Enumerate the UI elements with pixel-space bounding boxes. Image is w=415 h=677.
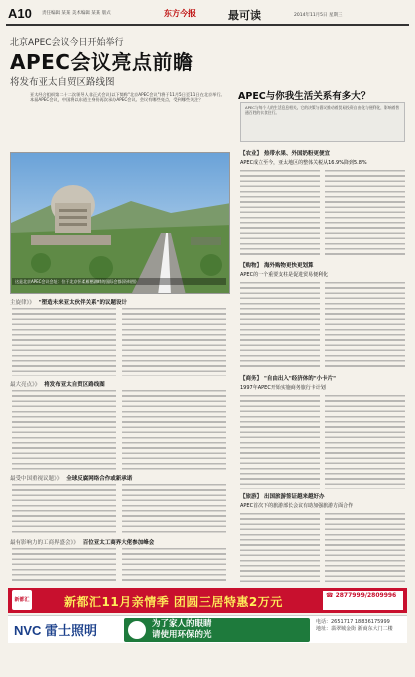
item-subtitle: APEC首次下的旅游部长会议有助加强旅游方面合作 [240, 503, 354, 509]
item-title: "自由出入"经济体的"小卡片" [264, 376, 336, 382]
article-body [12, 484, 116, 534]
article-body [12, 390, 116, 470]
section-heading [10, 380, 105, 388]
article-body [122, 548, 226, 584]
section-heading [10, 298, 127, 306]
ad-address: 地址：翡翠城金街 浙商东大门二楼 [316, 626, 393, 632]
ad-phone-number: 2877999/2809996 [335, 592, 397, 599]
item-heading [240, 375, 405, 383]
store-logo: 新都汇 [12, 590, 32, 610]
item-heading [240, 262, 405, 270]
item-body [240, 513, 320, 583]
page-number: A10 [8, 6, 32, 21]
item-heading [240, 493, 405, 501]
ad-headline: 新都汇11月亲情季 团圆三居特惠2万元 [64, 595, 283, 609]
section-tag: 最有影响力的工商界盛会》》 [10, 540, 79, 546]
item-body [325, 513, 405, 583]
ad-phone [323, 591, 403, 610]
paper-logo: 东方今报 [164, 8, 196, 18]
ad-slogan-line-1: 为了家人的眼睛 [152, 619, 212, 629]
phone-icon: ☎ [326, 592, 334, 599]
photo-caption: 这是北京APEC会议会址：位于北京怀柔雁栖湖畔的国际会都(资料图) [12, 278, 226, 285]
brand-logo: NVC 雷士照明 [14, 623, 98, 638]
right-column-title: APEC与你我生活关系有多大？ [238, 91, 371, 102]
headline: APEC会议亮点前瞻 [10, 50, 194, 74]
item-subtitle: APEC成立至今，亚太地区的整体关税从16.9%降到5.8% [240, 160, 367, 166]
item-body [240, 282, 320, 370]
article-body [12, 308, 116, 376]
item-body [240, 170, 320, 256]
section-title: 将发布亚太自贸区路线图 [44, 382, 105, 388]
eco-icon [128, 621, 146, 639]
item-title: 热带水果、外国奶粉更便宜 [264, 151, 331, 157]
item-heading [240, 150, 405, 158]
section-title: 百位亚太工商界大佬参加峰会 [82, 540, 155, 546]
real-estate-ad[interactable] [8, 588, 407, 613]
item-tag: 【商务】 [240, 376, 263, 382]
section-title: "塑造未来亚太伙伴关系"的议题设计 [38, 300, 127, 306]
item-body [325, 395, 405, 489]
editor-credits: 责任编辑 某某 美术编辑 某某 版式 [42, 11, 111, 16]
item-body [325, 170, 405, 256]
issue-date: 2014年11月5日 星期三 [294, 13, 343, 18]
kicker: 北京APEC会议今日开始举行 [10, 38, 124, 48]
subhead: 将发布亚太自贸区路线图 [10, 77, 115, 88]
lead-paragraph: 亚太经合组织第二十二次领导人非正式会议(以下简称"北京APEC会议")将于11月5日至11日在北京举行。本届APEC会议，中国将以东道主身份再次承办APEC会议。会议有哪些亮点，受到哪些关注？ [30, 92, 225, 103]
ad-telephone: 电话：2651717 18836175999 [316, 619, 390, 625]
article-body [122, 308, 226, 376]
section-title: 最可读 [228, 9, 261, 22]
section-tag: 主旋律》》 [10, 300, 35, 306]
venue-photo [10, 152, 230, 294]
lighting-ad[interactable] [8, 615, 407, 643]
section-tag: 最大亮点》》 [10, 382, 41, 388]
article-body [12, 548, 116, 584]
item-body [240, 395, 320, 489]
item-tag: 【农业】 [240, 151, 263, 157]
item-tag: 【购物】 [240, 263, 263, 269]
item-body [325, 282, 405, 370]
page-header [6, 4, 409, 26]
intro-box: APEC与每个人的生活息息相关。它的决策与倡议推动着贸易投资自由化与便利化，影响着普通百姓的衣食住行。 [240, 102, 405, 142]
item-title: 出国旅游签证越来越好办 [264, 494, 325, 500]
section-heading [10, 538, 154, 546]
section-title: 全球反腐网络合作或新承诺 [66, 476, 133, 482]
item-title: 海外购物更快更划算 [264, 263, 314, 269]
venue-photo-illustration [11, 153, 230, 294]
ad-slogan-panel [124, 618, 310, 642]
ad-slogan-line-2: 请使用环保的光 [152, 630, 212, 640]
section-tag: 最受中国重视议题》》 [10, 476, 63, 482]
item-subtitle: 1997年APEC开始实施商务旅行卡计划 [240, 385, 326, 391]
article-body [122, 390, 226, 470]
item-tag: 【旅游】 [240, 494, 263, 500]
article-body [122, 484, 226, 534]
item-subtitle: APEC的一个重要支柱是促进贸易便利化 [240, 272, 329, 278]
section-heading [10, 474, 132, 482]
